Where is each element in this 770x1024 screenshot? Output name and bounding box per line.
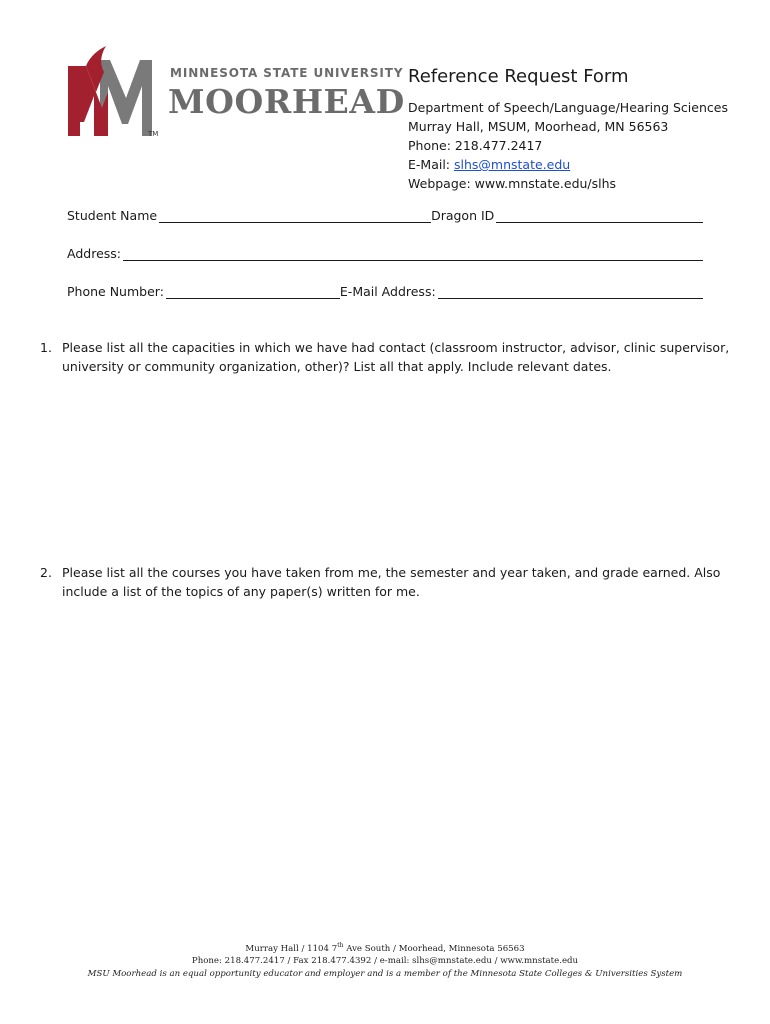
header-info <box>408 66 758 193</box>
footer-contact: Phone: 218.477.2417 / Fax 218.477.4392 / e-mail: slhs@mnstate.edu / www.mnstate.edu <box>191 956 579 967</box>
student-name-field[interactable] <box>159 208 431 223</box>
page-title: Reference Request Form <box>408 66 629 87</box>
dragon-id-label: Dragon ID <box>431 208 495 223</box>
logo-university-name: MINNESOTA STATE UNIVERSITY <box>170 66 404 80</box>
msum-m-logo-icon <box>66 46 158 142</box>
address-row <box>67 243 703 261</box>
footer-address-prefix: Murray Hall / 1104 7 <box>245 943 338 954</box>
department-webpage: Webpage: www.mnstate.edu/slhs <box>408 176 617 191</box>
footer-address <box>0 940 770 955</box>
dragon-id-field[interactable] <box>496 208 703 223</box>
contact-row <box>67 281 703 299</box>
email-label: E-Mail: <box>408 157 454 172</box>
question-number: 2. <box>40 565 52 580</box>
question-2 <box>40 563 750 601</box>
footer-equal-opportunity: MSU Moorhead is an equal opportunity educator and employer and is a member of the Minnesota State Colleges & Universities System <box>87 968 683 979</box>
logo-moorhead: MOORHEAD <box>168 82 405 121</box>
email-address-field[interactable] <box>438 284 703 299</box>
email-link[interactable]: slhs@mnstate.edu <box>453 157 571 172</box>
department-email <box>408 155 758 174</box>
department-name: Department of Speech/Language/Hearing Sciences <box>408 100 728 115</box>
question-1 <box>40 338 750 376</box>
email-address-label: E-Mail Address: <box>339 284 436 299</box>
department-address: Murray Hall, MSUM, Moorhead, MN 56563 <box>408 119 669 134</box>
question-text: Please list all the capacities in which we have had contact (classroom instructor, advisor, clinic supervisor, university or community organization, other)? List all that apply. Include relevant dates. <box>62 340 730 374</box>
address-field[interactable] <box>123 246 703 261</box>
page-footer <box>0 940 770 980</box>
phone-number-field[interactable] <box>166 284 340 299</box>
phone-number-label: Phone Number: <box>67 284 164 299</box>
student-name-label: Student Name <box>67 208 158 223</box>
footer-address-sup: th <box>337 942 344 949</box>
msum-logo <box>66 46 405 146</box>
address-label: Address: <box>67 246 121 261</box>
trademark-mark: TM <box>148 130 159 138</box>
question-number: 1. <box>40 340 52 355</box>
department-phone: Phone: 218.477.2417 <box>408 138 543 153</box>
question-text: Please list all the courses you have taken from me, the semester and year taken, and grade earned. Also include a list of the topics of any paper(s) written for me. <box>62 565 721 599</box>
student-info-row <box>67 205 703 223</box>
footer-address-suffix: Ave South / Moorhead, Minnesota 56563 <box>343 943 525 954</box>
